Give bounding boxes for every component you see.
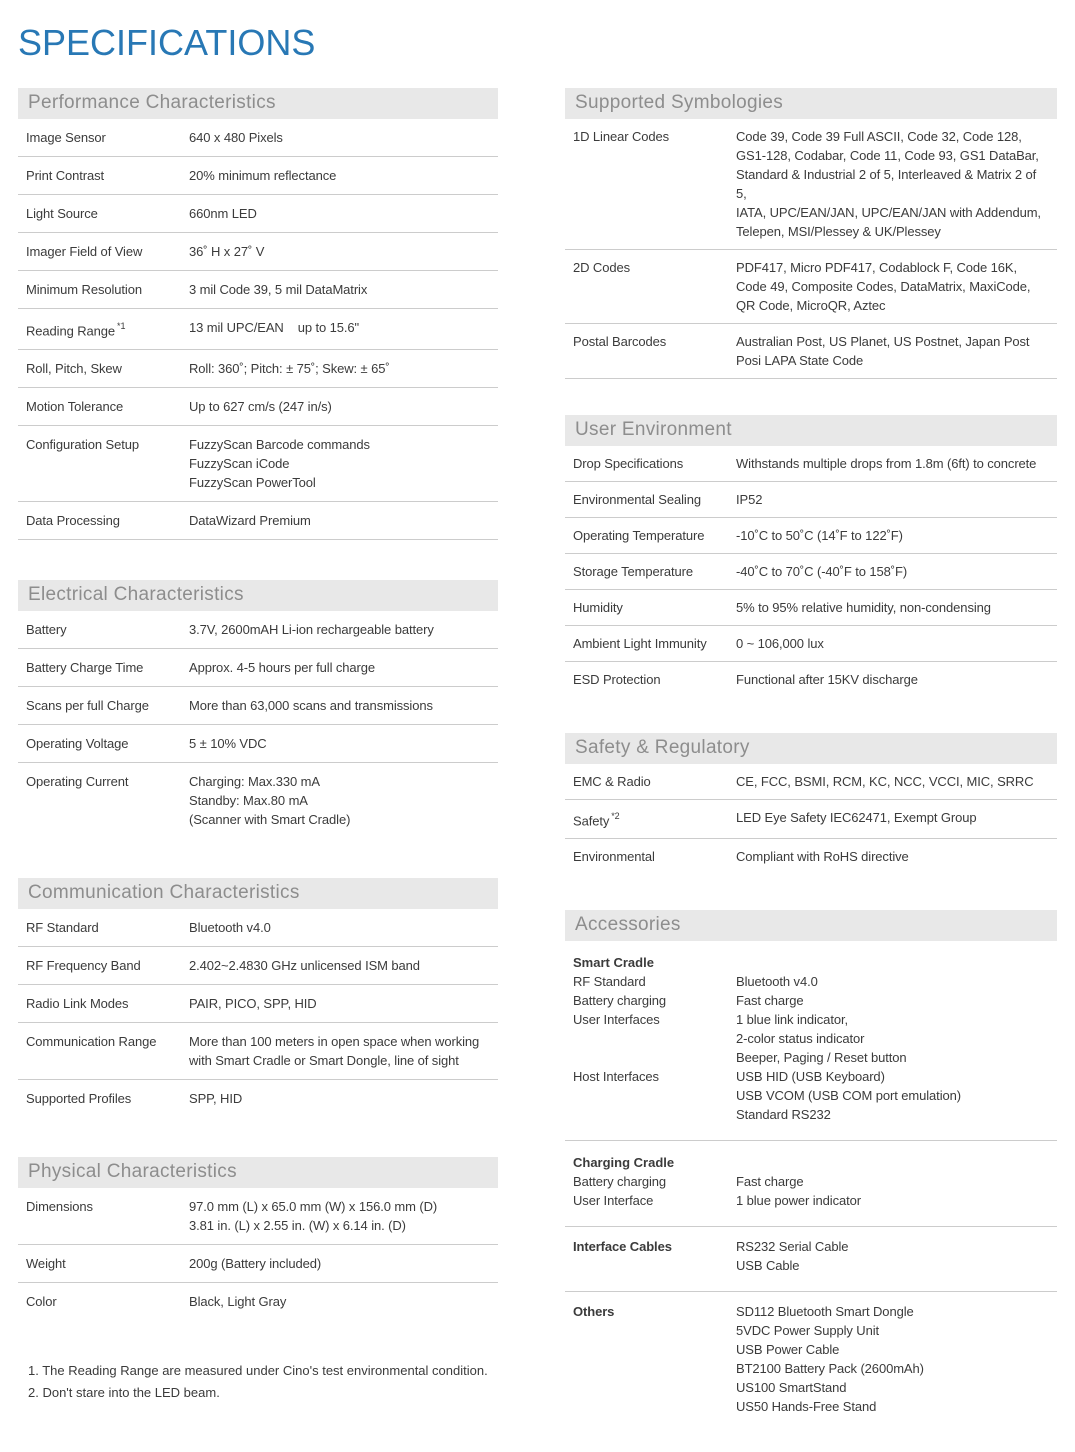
spec-value-line: Black, Light Gray bbox=[189, 1294, 287, 1310]
columns-container bbox=[18, 88, 1057, 1452]
spec-row-user-interfaces bbox=[565, 1010, 1057, 1067]
spec-value-line: FuzzyScan Barcode commands bbox=[189, 437, 370, 453]
spec-value bbox=[736, 808, 1049, 830]
spec-value bbox=[189, 734, 490, 753]
spec-value-line: SPP, HID bbox=[189, 1091, 243, 1107]
group-heading-charging-cradle: Charging Cradle bbox=[573, 1155, 675, 1171]
spec-label: Configuration Setup bbox=[26, 437, 140, 453]
spec-value bbox=[189, 397, 490, 416]
spec-value-line: 200g (Battery included) bbox=[189, 1256, 322, 1272]
spec-value-line: 97.0 mm (L) x 65.0 mm (W) x 156.0 mm (D) bbox=[189, 1199, 438, 1215]
spec-value-line: RS232 Serial Cable bbox=[736, 1239, 849, 1255]
spec-label: Drop Specifications bbox=[573, 456, 684, 471]
spec-row-drop-specifications bbox=[565, 446, 1057, 482]
spec-label: Host Interfaces bbox=[573, 1069, 659, 1085]
spec-value bbox=[189, 956, 490, 975]
spec-row-rf-frequency-band bbox=[18, 947, 498, 985]
spec-label: Data Processing bbox=[26, 513, 120, 529]
spec-value bbox=[189, 511, 490, 530]
spec-row-color bbox=[18, 1283, 498, 1320]
section-header: Safety & Regulatory bbox=[565, 733, 1057, 764]
spec-value bbox=[736, 258, 1049, 315]
spec-value-line: Posi LAPA State Code bbox=[736, 353, 864, 368]
spec-value-line: -10˚C to 50˚C (14˚F to 122˚F) bbox=[736, 528, 903, 543]
spec-label: Motion Tolerance bbox=[26, 399, 124, 415]
spec-value-line: USB Cable bbox=[736, 1258, 800, 1274]
spec-value-line: -40˚C to 70˚C (-40˚F to 158˚F) bbox=[736, 564, 908, 579]
spec-label: Operating Current bbox=[26, 774, 129, 790]
spec-row-postal-barcodes bbox=[565, 324, 1057, 379]
spec-value bbox=[189, 280, 490, 299]
spec-label: Image Sensor bbox=[26, 130, 106, 145]
spec-value-line: Charging: Max.330 mA bbox=[189, 774, 320, 790]
spec-label: Environmental bbox=[573, 849, 655, 865]
spec-value bbox=[189, 1197, 490, 1235]
spec-value-line: PAIR, PICO, SPP, HID bbox=[189, 996, 317, 1012]
spec-row-storage-temperature bbox=[565, 554, 1057, 590]
spec-value bbox=[189, 620, 490, 639]
spec-label: Battery charging bbox=[573, 1174, 667, 1190]
spec-row-motion-tolerance bbox=[18, 388, 498, 426]
spec-value bbox=[736, 670, 1049, 689]
spec-value-line: QR Code, MicroQR, Aztec bbox=[736, 298, 886, 313]
spec-value bbox=[736, 1010, 1049, 1067]
spec-value-line: 20% minimum reflectance bbox=[189, 168, 337, 183]
spec-row-esd-protection bbox=[565, 662, 1057, 697]
spec-value-line: Australian Post, US Planet, US Postnet, Japan Post bbox=[736, 334, 1030, 349]
spec-label: Safety $^{*2}$ bbox=[573, 811, 620, 829]
spec-value bbox=[189, 1032, 490, 1070]
spec-value-line: 640 x 480 Pixels bbox=[189, 130, 283, 145]
spec-value-line: US50 Hands-Free Stand bbox=[736, 1399, 877, 1415]
spec-label: Weight bbox=[26, 1256, 66, 1272]
spec-value bbox=[189, 1292, 490, 1311]
spec-label: User Interface bbox=[573, 1193, 654, 1209]
spec-value-line: 3.7V, 2600mAH Li-ion rechargeable battery bbox=[189, 622, 434, 638]
spec-value bbox=[189, 1254, 490, 1273]
spec-label: Storage Temperature bbox=[573, 564, 693, 579]
spec-label: RF Frequency Band bbox=[26, 958, 141, 974]
spec-value-line: PDF417, Micro PDF417, Codablock F, Code 16K, bbox=[736, 260, 1018, 275]
spec-value bbox=[189, 204, 490, 223]
spec-row-emc-radio bbox=[565, 764, 1057, 800]
spec-label: Reading Range $^{*1}$ bbox=[26, 321, 126, 339]
spec-value bbox=[736, 562, 1049, 581]
section-header: Physical Characteristics bbox=[18, 1157, 498, 1188]
footnote-marker: *2 bbox=[611, 811, 620, 821]
spec-value bbox=[736, 332, 1049, 370]
spec-value bbox=[189, 994, 490, 1013]
spec-value-line: IATA, UPC/EAN/JAN, UPC/EAN/JAN with Addendum, bbox=[736, 205, 1041, 220]
spec-value-line: USB Power Cable bbox=[736, 1342, 840, 1358]
spec-value-line: 3.81 in. (L) x 2.55 in. (W) x 6.14 in. (D) bbox=[189, 1218, 406, 1234]
spec-value-line: Beeper, Paging / Reset button bbox=[736, 1050, 907, 1066]
spec-label: Others bbox=[573, 1304, 615, 1320]
footnote: 1. The Reading Range are measured under Cino's test environmental condition. bbox=[28, 1363, 488, 1379]
spec-value-line: 3 mil Code 39, 5 mil DataMatrix bbox=[189, 282, 368, 297]
spec-value bbox=[736, 1172, 1049, 1191]
section-accessories bbox=[565, 910, 1057, 1416]
spec-row-print-contrast bbox=[18, 157, 498, 195]
spec-value bbox=[189, 918, 490, 937]
spec-row-data-processing bbox=[18, 502, 498, 540]
spec-row-roll-pitch-skew bbox=[18, 350, 498, 388]
section-communication-characteristics bbox=[18, 878, 498, 1117]
spec-value-line: SD112 Bluetooth Smart Dongle bbox=[736, 1304, 914, 1320]
spec-label: Print Contrast bbox=[26, 168, 105, 183]
spec-row-rf-standard bbox=[18, 909, 498, 947]
spec-value-line: Roll: 360˚; Pitch: ± 75˚; Skew: ± 65˚ bbox=[189, 361, 390, 377]
spec-value bbox=[189, 128, 490, 147]
spec-row-battery-charging bbox=[565, 1172, 1057, 1191]
spec-label: Radio Link Modes bbox=[26, 996, 129, 1012]
spec-value-line: DataWizard Premium bbox=[189, 513, 311, 529]
spec-row-imager-field-of-view bbox=[18, 233, 498, 271]
spec-row-operating-current bbox=[18, 763, 498, 838]
spec-row-host-interfaces bbox=[565, 1067, 1057, 1141]
spec-row-others bbox=[565, 1302, 1057, 1416]
spec-value bbox=[189, 318, 490, 340]
spec-value bbox=[189, 242, 490, 261]
spec-value-line: 36˚ H x 27˚ V bbox=[189, 244, 265, 259]
spec-value bbox=[189, 1089, 490, 1108]
spec-value bbox=[736, 598, 1049, 617]
spec-value bbox=[189, 359, 490, 378]
spec-value bbox=[736, 490, 1049, 509]
spec-value-line: 660nm LED bbox=[189, 206, 257, 221]
spec-value-line: Code 39, Code 39 Full ASCII, Code 32, Code 128, bbox=[736, 129, 1022, 144]
spec-row-supported-profiles bbox=[18, 1080, 498, 1117]
spec-value-line: Standard RS232 bbox=[736, 1107, 831, 1123]
page-title: SPECIFICATIONS bbox=[18, 22, 316, 63]
spec-value-line: 5VDC Power Supply Unit bbox=[736, 1323, 880, 1339]
spec-value-line: FuzzyScan PowerTool bbox=[189, 475, 316, 491]
spec-label: Scans per full Charge bbox=[26, 698, 149, 714]
spec-value bbox=[736, 847, 1049, 866]
spec-row-configuration-setup bbox=[18, 426, 498, 502]
section-header: Electrical Characteristics bbox=[18, 580, 498, 611]
spec-value bbox=[736, 972, 1049, 991]
spec-label: RF Standard bbox=[26, 920, 99, 936]
spec-label: Minimum Resolution bbox=[26, 282, 142, 297]
spec-row-safety bbox=[565, 800, 1057, 839]
spec-label: Postal Barcodes bbox=[573, 334, 667, 349]
section-header: User Environment bbox=[565, 415, 1057, 446]
spec-row-operating-voltage bbox=[18, 725, 498, 763]
spec-value bbox=[189, 772, 490, 829]
spec-value-line: 1 blue power indicator bbox=[736, 1193, 861, 1209]
spec-row-1d-linear-codes bbox=[565, 119, 1057, 250]
section-header: Supported Symbologies bbox=[565, 88, 1057, 119]
spec-label: Light Source bbox=[26, 206, 98, 221]
spec-row-weight bbox=[18, 1245, 498, 1283]
spec-value-line: More than 100 meters in open space when working bbox=[189, 1034, 480, 1050]
spec-value-line: CE, FCC, BSMI, RCM, KC, NCC, VCCI, MIC, SRRC bbox=[736, 774, 1034, 789]
spec-label: Roll, Pitch, Skew bbox=[26, 361, 122, 377]
spec-row-user-interface bbox=[565, 1191, 1057, 1227]
spec-value-line: with Smart Cradle or Smart Dongle, line of sight bbox=[189, 1053, 459, 1069]
spec-label: Interface Cables bbox=[573, 1239, 672, 1255]
footnote: 2. Don't stare into the LED beam. bbox=[28, 1385, 220, 1401]
section-header: Accessories bbox=[565, 910, 1057, 941]
spec-value bbox=[736, 1191, 1049, 1210]
spec-value-line: Telepen, MSI/Plessey & UK/Plessey bbox=[736, 224, 941, 239]
spec-value bbox=[736, 1302, 1049, 1416]
right-column bbox=[565, 88, 1057, 1452]
spec-label: Environmental Sealing bbox=[573, 492, 701, 507]
spec-value-line: Fast charge bbox=[736, 1174, 804, 1190]
spec-value-line: Fast charge bbox=[736, 993, 804, 1009]
spec-row-ambient-light-immunity bbox=[565, 626, 1057, 662]
section-performance-characteristics bbox=[18, 88, 498, 540]
section-safety-regulatory bbox=[565, 733, 1057, 874]
spec-row-rf-standard bbox=[565, 972, 1057, 991]
spec-label: 1D Linear Codes bbox=[573, 129, 670, 144]
spec-row-light-source bbox=[18, 195, 498, 233]
spec-label: ESD Protection bbox=[573, 672, 661, 687]
section-user-environment bbox=[565, 415, 1057, 697]
spec-row-battery-charge-time bbox=[18, 649, 498, 687]
spec-value bbox=[736, 991, 1049, 1010]
section-header: Performance Characteristics bbox=[18, 88, 498, 119]
spec-row-scans-per-full-charge bbox=[18, 687, 498, 725]
spec-label: Battery bbox=[26, 622, 67, 638]
spec-value bbox=[736, 1067, 1049, 1124]
spec-value bbox=[189, 166, 490, 185]
spec-row-battery bbox=[18, 611, 498, 649]
spec-label: Color bbox=[26, 1294, 57, 1310]
spec-value bbox=[189, 435, 490, 492]
spec-value bbox=[736, 127, 1049, 241]
spec-value-line: 2-color status indicator bbox=[736, 1031, 865, 1047]
spec-row-operating-temperature bbox=[565, 518, 1057, 554]
spec-value-line: (Scanner with Smart Cradle) bbox=[189, 812, 351, 828]
spec-value-line: Up to 627 cm/s (247 in/s) bbox=[189, 399, 332, 415]
spec-value-line: GS1-128, Codabar, Code 11, Code 93, GS1 DataBar, bbox=[736, 148, 1039, 163]
spec-value bbox=[736, 772, 1049, 791]
spec-row-minimum-resolution bbox=[18, 271, 498, 309]
spec-row-2d-codes bbox=[565, 250, 1057, 324]
spec-row-environmental bbox=[565, 839, 1057, 874]
spec-value-line: 5 ± 10% VDC bbox=[189, 736, 267, 752]
spec-row-humidity bbox=[565, 590, 1057, 626]
spec-row-environmental-sealing bbox=[565, 482, 1057, 518]
spec-label: Communication Range bbox=[26, 1034, 157, 1050]
spec-label: EMC & Radio bbox=[573, 774, 651, 789]
spec-label: Imager Field of View bbox=[26, 244, 143, 259]
spec-value-line: 0 ~ 106,000 lux bbox=[736, 636, 824, 651]
section-physical-characteristics bbox=[18, 1157, 498, 1320]
spec-row-communication-range bbox=[18, 1023, 498, 1080]
group-heading-smart-cradle: Smart Cradle bbox=[573, 955, 654, 971]
spec-value-line: More than 63,000 scans and transmissions bbox=[189, 698, 433, 714]
spec-label: Dimensions bbox=[26, 1199, 93, 1215]
spec-row-dimensions bbox=[18, 1188, 498, 1245]
spec-value-line: US100 SmartStand bbox=[736, 1380, 847, 1396]
spec-row-battery-charging bbox=[565, 991, 1057, 1010]
spec-label: RF Standard bbox=[573, 974, 646, 990]
spec-row-radio-link-modes bbox=[18, 985, 498, 1023]
spec-value-line: Bluetooth v4.0 bbox=[736, 974, 818, 990]
spec-value-line: Standby: Max.80 mA bbox=[189, 793, 308, 809]
spec-row-reading-range bbox=[18, 309, 498, 350]
spec-value-line: BT2100 Battery Pack (2600mAh) bbox=[736, 1361, 924, 1377]
spec-value-line: 2.402~2.4830 GHz unlicensed ISM band bbox=[189, 958, 420, 974]
spec-label: 2D Codes bbox=[573, 260, 631, 275]
spec-value-line: 13 mil UPC/EAN up to 15.6" bbox=[189, 320, 360, 335]
footnotes bbox=[18, 1360, 498, 1404]
spec-label: Battery charging bbox=[573, 993, 667, 1009]
spec-value-line: Standard & Industrial 2 of 5, Interleaved & Matrix 2 of 5, bbox=[736, 167, 1040, 201]
spec-value bbox=[189, 696, 490, 715]
spec-value bbox=[736, 634, 1049, 653]
spec-value bbox=[736, 454, 1049, 473]
spec-value-line: Bluetooth v4.0 bbox=[189, 920, 271, 936]
spec-label: Humidity bbox=[573, 600, 623, 615]
spec-value-line: 1 blue link indicator, bbox=[736, 1012, 848, 1028]
spec-row-image-sensor bbox=[18, 119, 498, 157]
spec-label: Supported Profiles bbox=[26, 1091, 132, 1107]
section-supported-symbologies bbox=[565, 88, 1057, 379]
spec-value-line: Withstands multiple drops from 1.8m (6ft) to concrete bbox=[736, 456, 1037, 471]
spec-value-line: USB HID (USB Keyboard) bbox=[736, 1069, 885, 1085]
spec-value-line: Compliant with RoHS directive bbox=[736, 849, 909, 865]
spec-value-line: LED Eye Safety IEC62471, Exempt Group bbox=[736, 810, 977, 825]
footnote-marker: *1 bbox=[117, 321, 126, 331]
spec-label: Battery Charge Time bbox=[26, 660, 144, 676]
spec-value bbox=[736, 526, 1049, 545]
spec-label: Ambient Light Immunity bbox=[573, 636, 707, 651]
spec-value-line: Approx. 4-5 hours per full charge bbox=[189, 660, 376, 676]
spec-value-line: USB VCOM (USB COM port emulation) bbox=[736, 1088, 961, 1104]
spec-value bbox=[189, 658, 490, 677]
left-column bbox=[18, 88, 498, 1452]
spec-label: Operating Temperature bbox=[573, 528, 705, 543]
section-electrical-characteristics bbox=[18, 580, 498, 838]
spec-value-line: Code 49, Composite Codes, DataMatrix, MaxiCode, bbox=[736, 279, 1031, 294]
spec-value-line: Functional after 15KV discharge bbox=[736, 672, 918, 687]
spec-label: Operating Voltage bbox=[26, 736, 129, 752]
section-header: Communication Characteristics bbox=[18, 878, 498, 909]
spec-row-interface-cables bbox=[565, 1237, 1057, 1292]
spec-label: User Interfaces bbox=[573, 1012, 660, 1028]
spec-value-line: 5% to 95% relative humidity, non-condensing bbox=[736, 600, 991, 615]
spec-value bbox=[736, 1237, 1049, 1275]
spec-value-line: FuzzyScan iCode bbox=[189, 456, 290, 472]
spec-value-line: IP52 bbox=[736, 492, 763, 507]
